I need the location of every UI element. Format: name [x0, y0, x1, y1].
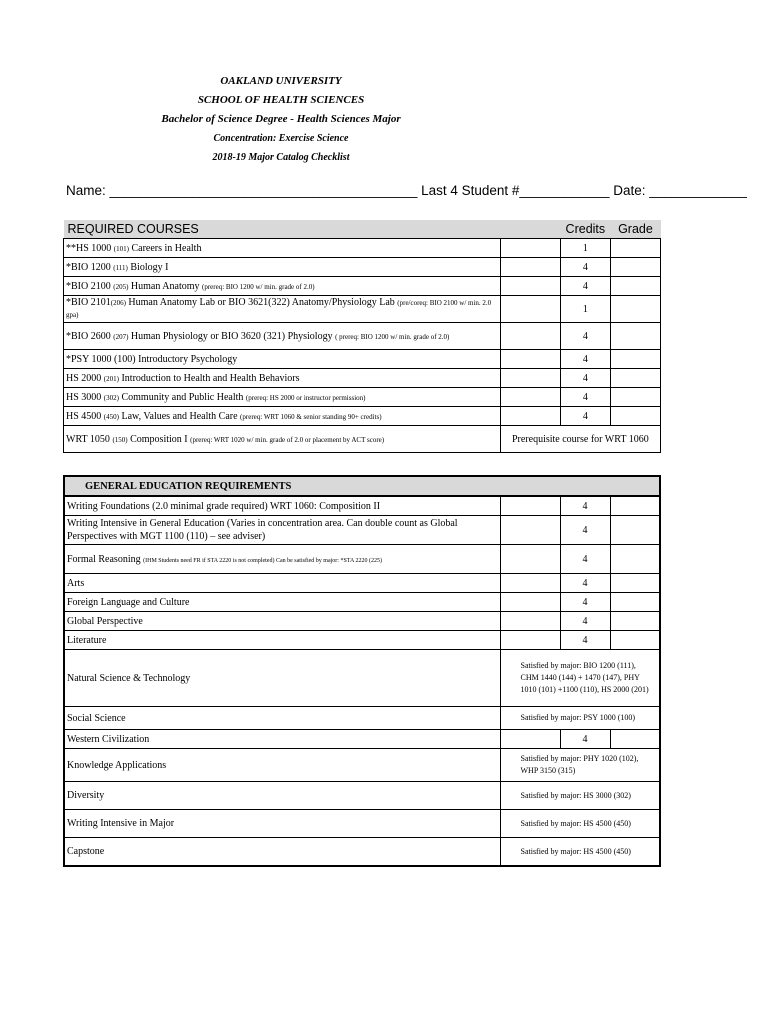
student-info-line[interactable]: Name: _________________________________________ Last 4 Student #____________ Date: _____________	[66, 183, 747, 198]
grade-cell[interactable]	[610, 239, 660, 258]
satisfied-note: Satisfied by major: HS 3000 (302)	[500, 782, 660, 810]
gen-ed-row	[64, 631, 660, 650]
course-name: **HS 1000 (101) Careers in Health	[64, 239, 501, 258]
requirement-name: Knowledge Applications	[64, 749, 500, 782]
blank-cell	[500, 323, 560, 350]
gen-ed-row	[64, 730, 660, 749]
credits-value: 1	[560, 296, 610, 323]
school-name: SCHOOL OF HEALTH SCIENCES	[197, 94, 365, 106]
course-row	[64, 407, 661, 426]
grade-cell[interactable]	[610, 516, 660, 545]
grade-cell[interactable]	[610, 574, 660, 593]
credits-value: 4	[560, 277, 610, 296]
requirement-name: Writing Intensive in General Education (Varies in concentration area. Can double count as Global Perspectives with MGT 1100 (110) – see adviser)	[64, 516, 500, 545]
requirement-name: Western Civilization	[64, 730, 500, 749]
requirement-name: Arts	[64, 574, 500, 593]
credits-value: 4	[560, 388, 610, 407]
credits-value: 4	[560, 545, 610, 574]
course-name: *BIO 1200 (111) Biology I	[64, 258, 501, 277]
grade-cell[interactable]	[610, 730, 660, 749]
course-name: WRT 1050 (150) Composition I (prereq: WRT 1020 w/ min. grade of 2.0 or placement by ACT score)	[64, 426, 501, 453]
grade-cell[interactable]	[610, 323, 660, 350]
grade-header: Grade	[610, 220, 660, 239]
course-name: HS 3000 (302) Community and Public Health (prereq: HS 2000 or instructor permission)	[64, 388, 501, 407]
grade-cell[interactable]	[610, 277, 660, 296]
credits-value: 4	[560, 350, 610, 369]
requirement-name: Natural Science & Technology	[64, 650, 500, 707]
course-row	[64, 239, 661, 258]
requirement-name: Social Science	[64, 707, 500, 730]
grade-cell[interactable]	[610, 496, 660, 516]
blank-cell	[500, 612, 560, 631]
credits-value: 1	[560, 239, 610, 258]
course-name: *BIO 2600 (207) Human Physiology or BIO 3620 (321) Physiology ( prereq: BIO 1200 w/ min. grade of 2.0)	[64, 323, 501, 350]
course-name: HS 2000 (201) Introduction to Health and Health Behaviors	[64, 369, 501, 388]
credits-value: 4	[560, 593, 610, 612]
blank-cell	[500, 631, 560, 650]
gen-ed-title: GENERAL EDUCATION REQUIREMENTS	[64, 476, 660, 496]
gen-ed-row	[64, 782, 660, 810]
grade-cell[interactable]	[610, 593, 660, 612]
credits-value: 4	[560, 258, 610, 277]
grade-cell[interactable]	[610, 258, 660, 277]
course-name: HS 4500 (450) Law, Values and Health Care (prereq: WRT 1060 & senior standing 90+ credits)	[64, 407, 501, 426]
course-name: *PSY 1000 (100) Introductory Psychology	[64, 350, 501, 369]
required-courses-title: REQUIRED COURSES	[64, 220, 561, 239]
gen-ed-row	[64, 593, 660, 612]
requirement-name: Formal Reasoning (IHM Students need FR if STA 2220 is not completed) Can be satisfied by major: *STA 2220 (225)	[64, 545, 500, 574]
requirement-name: Diversity	[64, 782, 500, 810]
grade-cell[interactable]	[610, 407, 660, 426]
requirement-name: Global Perspective	[64, 612, 500, 631]
credits-value: 4	[560, 323, 610, 350]
gen-ed-row	[64, 496, 660, 516]
requirement-name: Writing Intensive in Major	[64, 810, 500, 838]
required-courses-header	[64, 220, 661, 239]
course-row	[64, 388, 661, 407]
gen-ed-table	[63, 475, 661, 867]
blank-cell	[500, 730, 560, 749]
course-row	[64, 296, 661, 323]
blank-cell	[500, 258, 560, 277]
course-row	[64, 323, 661, 350]
document-header	[0, 72, 562, 167]
course-row	[64, 369, 661, 388]
credits-value: 4	[560, 631, 610, 650]
gen-ed-row	[64, 545, 660, 574]
gen-ed-row	[64, 612, 660, 631]
credits-value: 4	[560, 730, 610, 749]
course-name: *BIO 2101(206) Human Anatomy Lab or BIO 3621(322) Anatomy/Physiology Lab (pre/coreq: BIO 2100 w/ min. 2.0 gpa)	[64, 296, 501, 323]
credits-value: 4	[560, 369, 610, 388]
gen-ed-row	[64, 810, 660, 838]
blank-cell	[500, 277, 560, 296]
credits-value: 4	[560, 516, 610, 545]
course-row	[64, 277, 661, 296]
catalog-title: 2018-19 Major Catalog Checklist	[212, 152, 350, 163]
gen-ed-row	[64, 574, 660, 593]
blank-cell	[500, 496, 560, 516]
prerequisite-note: Prerequisite course for WRT 1060	[500, 426, 660, 453]
gen-ed-row	[64, 707, 660, 730]
satisfied-note: Satisfied by major: HS 4500 (450)	[500, 838, 660, 867]
gen-ed-row	[64, 650, 660, 707]
grade-cell[interactable]	[610, 388, 660, 407]
blank-cell	[500, 593, 560, 612]
satisfied-note: Satisfied by major: PSY 1000 (100)	[500, 707, 660, 730]
blank-cell	[500, 574, 560, 593]
blank-cell	[500, 407, 560, 426]
gen-ed-header	[64, 476, 660, 496]
satisfied-note: Satisfied by major: PHY 1020 (102), WHP 3150 (315)	[500, 749, 660, 782]
satisfied-note: Satisfied by major: BIO 1200 (111), CHM 1440 (144) + 1470 (147), PHY 1010 (101) +1100 (110), HS 2000 (201)	[500, 650, 660, 707]
course-row	[64, 350, 661, 369]
gen-ed-row	[64, 838, 660, 867]
concentration-title: Concentration: Exercise Science	[213, 133, 349, 144]
requirement-name: Capstone	[64, 838, 500, 867]
blank-cell	[500, 239, 560, 258]
grade-cell[interactable]	[610, 350, 660, 369]
blank-cell	[500, 296, 560, 323]
credits-header: Credits	[560, 220, 610, 239]
grade-cell[interactable]	[610, 369, 660, 388]
requirement-name: Literature	[64, 631, 500, 650]
grade-cell[interactable]	[610, 545, 660, 574]
university-name: OAKLAND UNIVERSITY	[220, 75, 342, 87]
requirement-name: Foreign Language and Culture	[64, 593, 500, 612]
gen-ed-row	[64, 749, 660, 782]
course-name: *BIO 2100 (205) Human Anatomy (prereq: BIO 1200 w/ min. grade of 2.0)	[64, 277, 501, 296]
course-row	[64, 258, 661, 277]
credits-value: 4	[560, 574, 610, 593]
satisfied-note: Satisfied by major: HS 4500 (450)	[500, 810, 660, 838]
blank-cell	[500, 516, 560, 545]
blank-cell	[500, 388, 560, 407]
credits-value: 4	[560, 407, 610, 426]
degree-title: Bachelor of Science Degree - Health Sciences Major	[161, 113, 401, 125]
blank-cell	[500, 369, 560, 388]
credits-value: 4	[560, 496, 610, 516]
credits-value: 4	[560, 612, 610, 631]
course-row-wrt	[64, 426, 661, 453]
requirement-name: Writing Foundations (2.0 minimal grade required) WRT 1060: Composition II	[64, 496, 500, 516]
blank-cell	[500, 545, 560, 574]
grade-cell[interactable]	[610, 631, 660, 650]
gen-ed-row	[64, 516, 660, 545]
grade-cell[interactable]	[610, 296, 660, 323]
grade-cell[interactable]	[610, 612, 660, 631]
required-courses-table	[63, 220, 661, 453]
blank-cell	[500, 350, 560, 369]
